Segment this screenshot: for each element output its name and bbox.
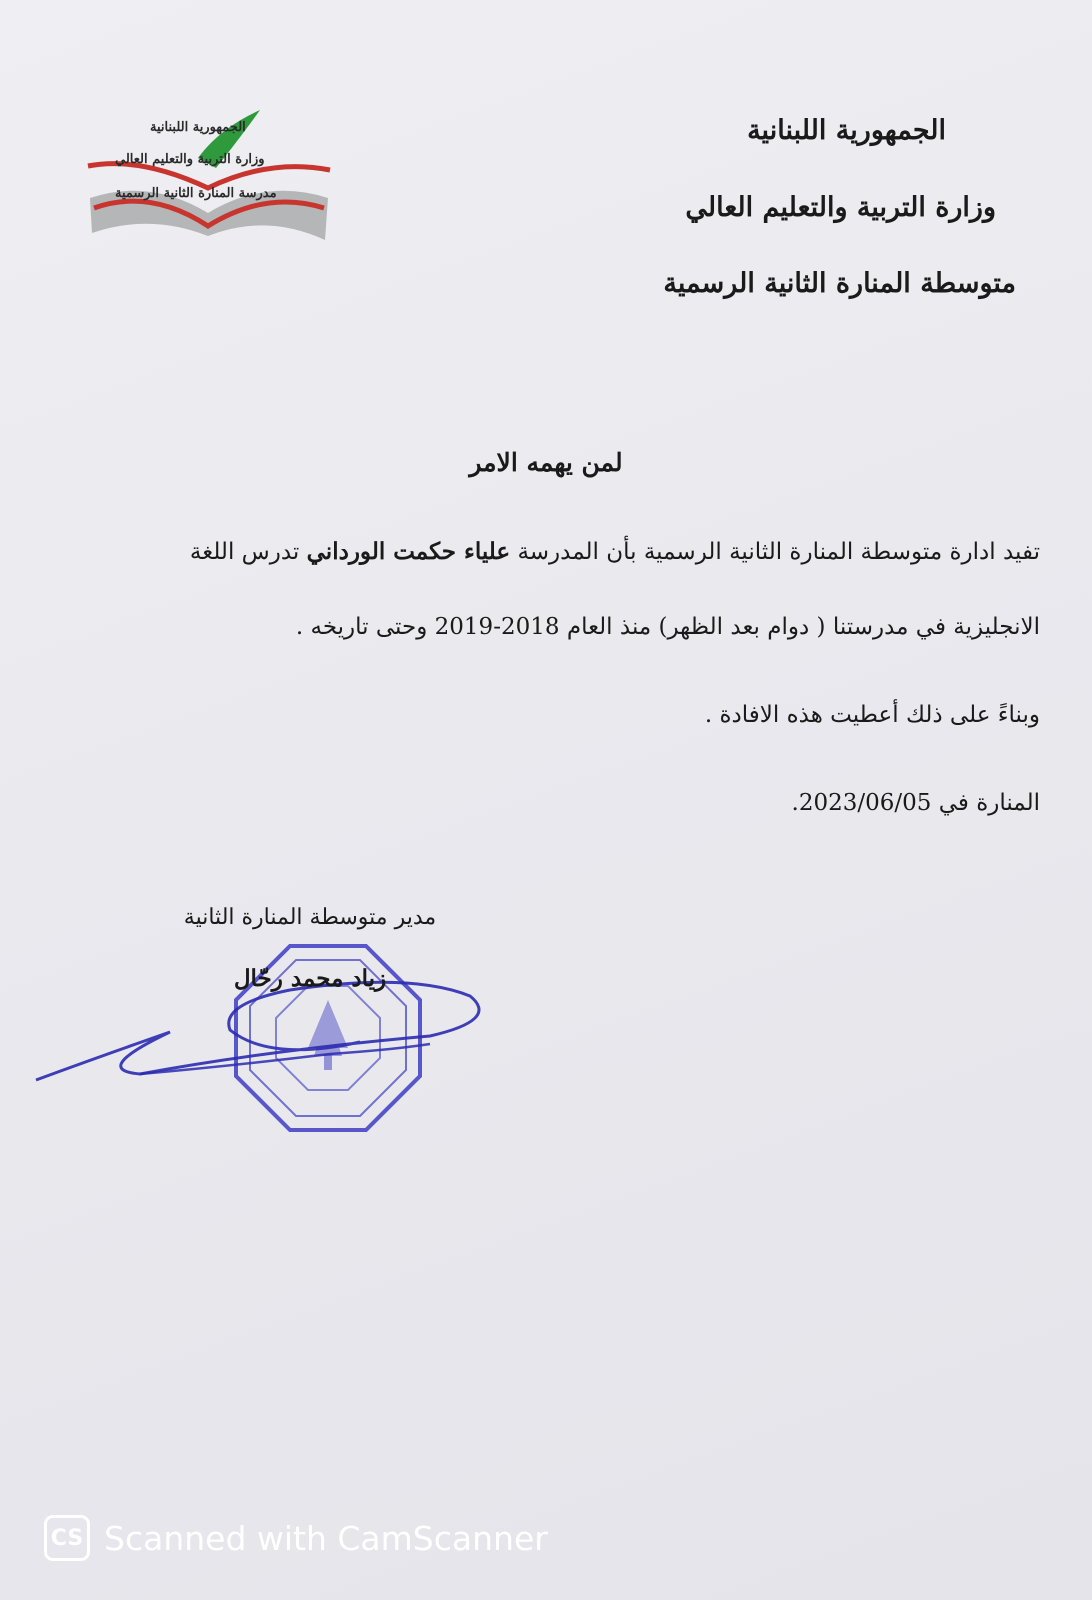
header-school: متوسطة المنارة الثانية الرسمية [663,268,1016,299]
logo-line-3: مدرسة المنارة الثانية الرسمية [115,186,277,201]
school-logo [80,108,340,258]
header-ministry: وزارة التربية والتعليم العالي [685,192,996,223]
date-line: المنارة في 2023/06/05. [791,790,1040,816]
signature-name: زياد محمد رحّال [233,965,387,992]
signature-title: مدير متوسطة المنارة الثانية [183,905,437,930]
body-line-3: وبناءً على ذلك أعطيت هذه الافادة . [704,702,1040,728]
body-line-2: الانجليزية في مدرستنا ( دوام بعد الظهر) منذ العام 2018-2019 وحتى تاريخه . [295,614,1040,640]
teacher-name: علياء حكمت الورداني [306,538,511,565]
camscanner-logo-icon: CS [44,1515,90,1561]
camscanner-watermark [44,1510,548,1566]
body-line-1-end: تدرس اللغة [189,539,300,565]
header-country: الجمهورية اللبنانية [747,115,946,146]
camscanner-text: Scanned with CamScanner [104,1518,548,1558]
logo-line-2: وزارة التربية والتعليم العالي [115,152,265,167]
body-line-1 [190,538,1040,565]
subject-heading: لمن يهمه الامر [469,448,623,477]
body-line-1-start: تفيد ادارة متوسطة المنارة الثانية الرسمية بأن المدرسة [517,539,1040,565]
logo-line-1: الجمهورية اللبنانية [150,120,246,135]
